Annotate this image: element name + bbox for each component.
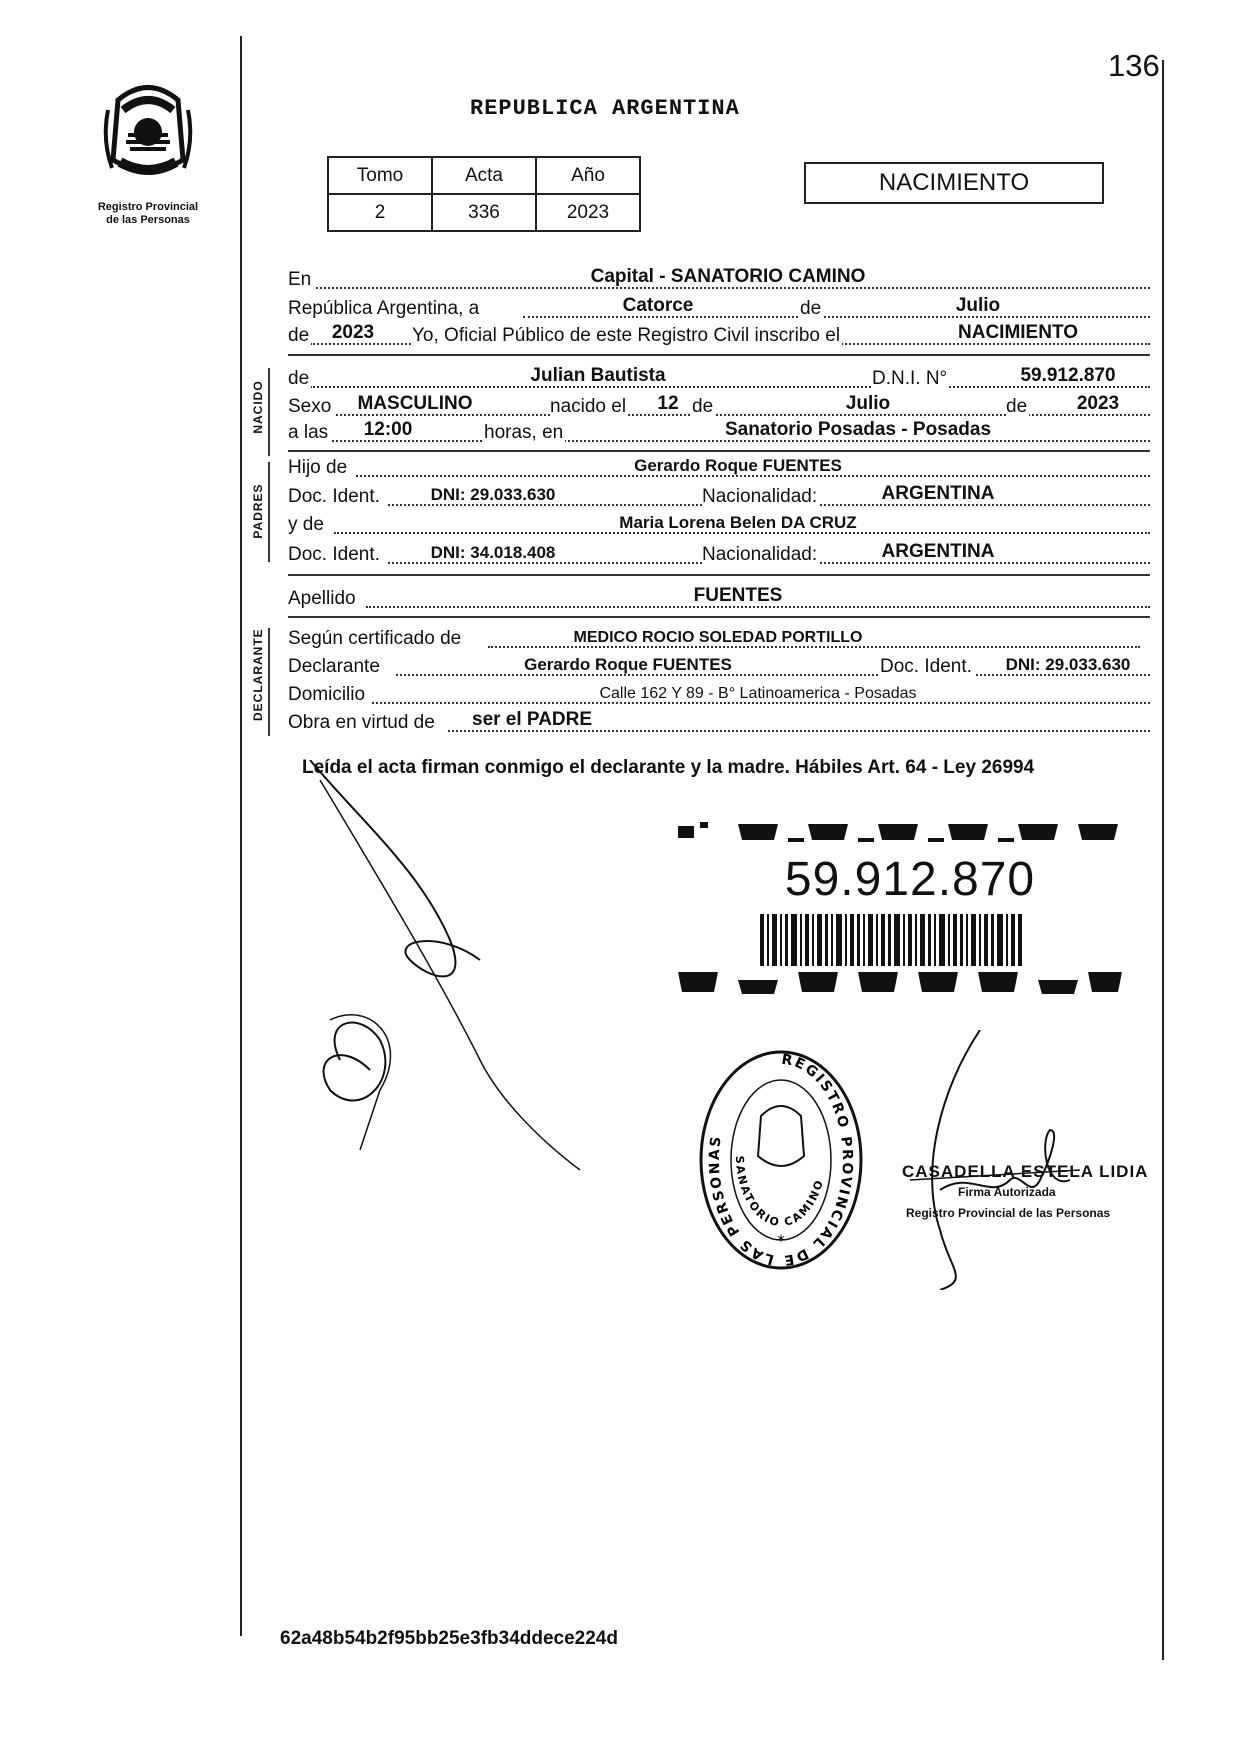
page-number: 136	[1108, 48, 1160, 83]
barcode-icon	[760, 914, 1022, 966]
sticker-pattern-top	[678, 818, 1122, 848]
label-nacido-el: nacido el	[550, 396, 627, 417]
label-de-nombre: de	[288, 368, 310, 389]
value-sexo: MASCULINO	[357, 393, 473, 414]
ref-header-tomo: Tomo	[328, 157, 432, 194]
side-label-nacido-text: NACIDO	[251, 380, 265, 434]
label-segun-certificado: Según certificado de	[288, 628, 462, 649]
seal-inner-text: SANATORIO CAMINO	[732, 1155, 827, 1230]
label-a-las: a las	[288, 422, 329, 443]
row-hora	[288, 420, 1150, 446]
emblem-icon	[98, 80, 198, 190]
document-title: REPUBLICA ARGENTINA	[470, 96, 740, 121]
row-fecha	[288, 296, 1150, 322]
label-domicilio: Domicilio	[288, 684, 366, 705]
value-dni: 59.912.870	[1020, 365, 1116, 386]
svg-text:*: *	[777, 1231, 785, 1250]
label-de-anio-nac: de	[1006, 396, 1028, 417]
value-tipo: NACIMIENTO	[958, 322, 1078, 343]
value-padre-doc: DNI: 29.033.630	[430, 485, 556, 504]
official-signature-icon	[880, 1030, 1110, 1290]
document-type-box: NACIMIENTO	[804, 162, 1104, 204]
value-mes: Julio	[955, 295, 1001, 316]
label-declarante: Declarante	[288, 656, 380, 677]
ref-header-anio: Año	[536, 157, 640, 194]
value-madre-doc: DNI: 34.018.408	[430, 543, 556, 562]
label-en: En	[288, 269, 312, 290]
row-declarante	[288, 654, 1150, 680]
value-certificado: MEDICO ROCIO SOLEDAD PORTILLO	[573, 629, 863, 646]
value-mes-nac: Julio	[845, 393, 891, 414]
value-declarante-doc: DNI: 29.033.630	[1005, 655, 1131, 674]
label-sexo: Sexo	[288, 396, 332, 417]
value-obra: ser el PADRE	[472, 709, 593, 730]
label-nacionalidad-padre: Nacionalidad:	[702, 486, 818, 507]
separator-3	[288, 574, 1150, 576]
label-doc-ident-declarante: Doc. Ident.	[880, 656, 972, 677]
label-de-anio: de	[288, 325, 310, 346]
label-yo-oficial: Yo, Oficial Público de este Registro Civil inscribo el	[412, 325, 841, 346]
value-lugar-nac: Sanatorio Posadas - Posadas	[724, 419, 992, 440]
sticker-pattern-bottom	[678, 968, 1122, 998]
label-doc-ident-padre: Doc. Ident.	[288, 486, 380, 507]
seal-ring-text: REGISTRO PROVINCIAL DE LAS PERSONAS	[706, 1051, 856, 1269]
declarant-signature-icon	[300, 760, 600, 1180]
reference-table	[327, 156, 641, 232]
padres-bar	[268, 462, 270, 562]
official-role: Firma Autorizada	[958, 1185, 1056, 1199]
value-madre-nac: ARGENTINA	[881, 541, 995, 562]
official-seal	[696, 1046, 866, 1272]
value-padre-nac: ARGENTINA	[881, 483, 995, 504]
separator-4	[288, 616, 1150, 618]
value-anio: 2023	[331, 322, 375, 343]
official-organization: Registro Provincial de las Personas	[906, 1206, 1111, 1220]
value-declarante: Gerardo Roque FUENTES	[524, 655, 732, 674]
ref-header-acta: Acta	[432, 157, 536, 194]
official-name: CASADELLA ESTELA LIDIA	[902, 1162, 1149, 1181]
ref-value-acta: 336	[432, 194, 536, 231]
row-inscripcion	[288, 323, 1150, 349]
logo-caption-line2: de las Personas	[106, 214, 190, 226]
side-label-padres-text: PADRES	[251, 483, 265, 539]
declarante-bar	[268, 628, 270, 736]
side-label-declarante-text: DECLARANTE	[251, 628, 265, 721]
right-margin-line	[1162, 60, 1164, 1660]
label-horas-en: horas, en	[484, 422, 564, 443]
label-de: de	[800, 298, 822, 319]
closing-statement: Leída el acta firman conmigo el declarante y la madre. Hábiles Art. 64 - Ley 26994	[302, 757, 1035, 778]
dni-sticker-number: 59.912.870	[784, 853, 1036, 906]
row-madre	[288, 512, 1150, 538]
label-doc-ident-madre: Doc. Ident.	[288, 544, 380, 565]
row-domicilio	[288, 682, 1150, 708]
left-margin-line	[240, 36, 242, 1636]
value-dia-nac: 12	[657, 393, 679, 414]
seal-icon	[696, 1046, 866, 1272]
separator-1	[288, 354, 1150, 356]
label-y-de: y de	[288, 514, 324, 535]
row-sexo	[288, 394, 1150, 420]
document-hash: 62a48b54b2f95bb25e3fb34ddece224d	[280, 1628, 618, 1649]
ref-value-tomo: 2	[328, 194, 432, 231]
row-lugar	[288, 267, 1150, 293]
label-obra-en-virtud: Obra en virtud de	[288, 712, 435, 733]
label-de-mes-nac: de	[692, 396, 714, 417]
row-nombre	[288, 366, 1150, 392]
label-dni: D.N.I. N°	[872, 368, 948, 389]
value-madre: Maria Lorena Belen DA CRUZ	[619, 513, 857, 532]
value-dia-texto: Catorce	[622, 295, 694, 316]
value-hora: 12:00	[363, 419, 413, 440]
misiones-emblem-logo	[88, 80, 208, 227]
row-certificado	[288, 626, 1150, 652]
value-nombre: Julian Bautista	[530, 365, 666, 386]
label-hijo-de: Hijo de	[288, 457, 348, 478]
row-padre-doc	[288, 484, 1150, 510]
label-apellido: Apellido	[288, 588, 356, 609]
label-republica: República Argentina, a	[288, 298, 480, 319]
value-padre: Gerardo Roque FUENTES	[634, 456, 842, 475]
nacido-bar	[268, 368, 270, 456]
value-anio-nac: 2023	[1076, 393, 1120, 414]
logo-caption-line1: Registro Provincial	[97, 201, 199, 213]
value-lugar: Capital - SANATORIO CAMINO	[590, 266, 866, 287]
row-obra	[288, 710, 1150, 736]
row-apellido	[288, 586, 1150, 612]
ref-value-anio: 2023	[536, 194, 640, 231]
value-domicilio: Calle 162 Y 89 - B° Latinoamerica - Posadas	[599, 685, 917, 702]
label-nacionalidad-madre: Nacionalidad:	[702, 544, 818, 565]
row-padre	[288, 455, 1150, 481]
value-apellido: FUENTES	[693, 585, 783, 606]
row-madre-doc	[288, 542, 1150, 568]
separator-2	[288, 450, 1150, 452]
